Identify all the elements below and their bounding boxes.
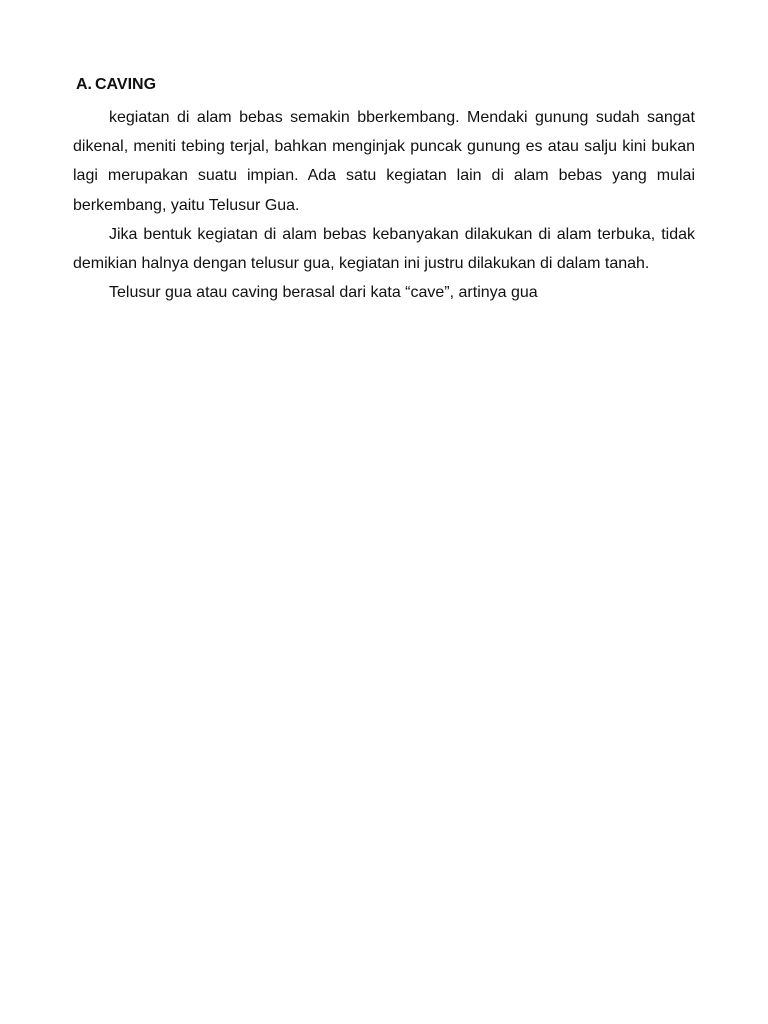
section-heading-marker: A. bbox=[76, 76, 92, 93]
section-heading bbox=[73, 74, 695, 96]
section-heading-title: CAVING bbox=[95, 76, 157, 93]
paragraph: Telusur gua atau caving berasal dari kata “cave”, artinya gua bbox=[109, 284, 538, 302]
paragraph: kegiatan di alam bebas semakin bberkembang. Mendaki gunung sudah sangat dikenal, meniti tebing terjal, bahkan menginjak puncak gunung es atau salju kini bukan lagi merupakan suatu impian. Ada satu kegiatan lain di alam bebas yang mulai berkembang, yaitu Telusur Gua. bbox=[73, 109, 695, 214]
document-body bbox=[73, 74, 695, 307]
paragraph: Jika bentuk kegiatan di alam bebas kebanyakan dilakukan di alam terbuka, tidak demikian halnya dengan telusur gua, kegiatan ini justru dilakukan di dalam tanah. bbox=[73, 225, 695, 273]
